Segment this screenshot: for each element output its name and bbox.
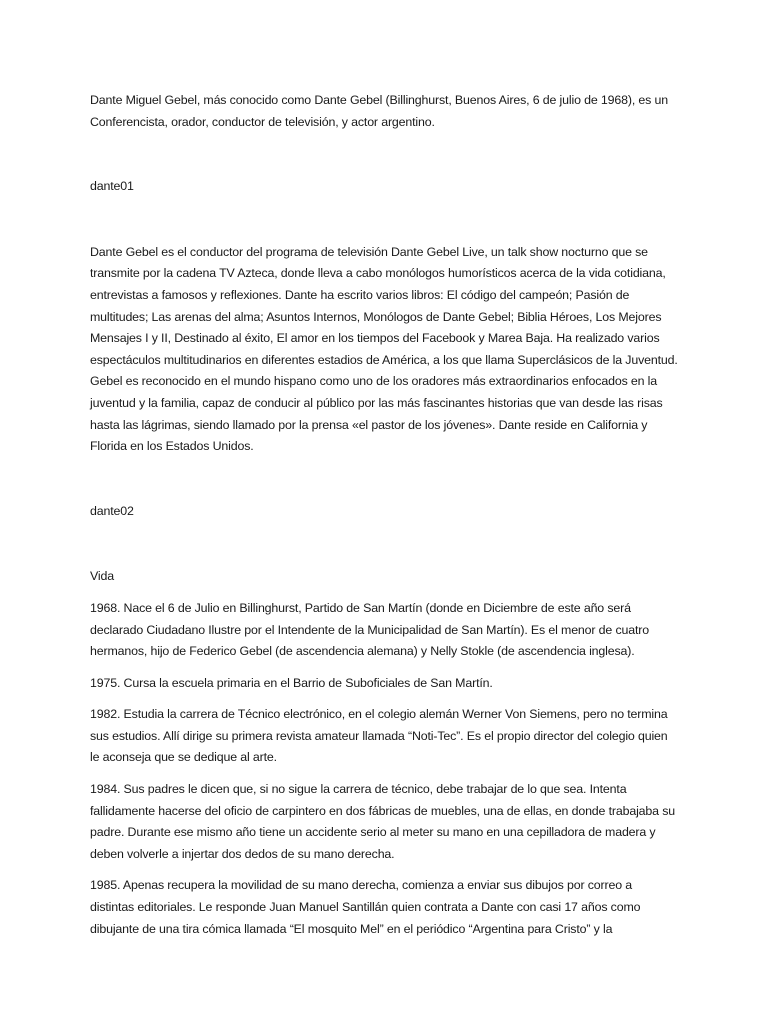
spacer	[90, 663, 678, 673]
spacer	[90, 865, 678, 875]
spacer	[90, 522, 678, 566]
spacer	[90, 769, 678, 779]
timeline-item-1985: 1985. Apenas recupera la movilidad de su mano derecha, comienza a enviar sus dibujos por correo a distintas editoriales. Le responde Juan Manuel Santillán quien contrata a Dante con casi 17 años como dibujante de una tira cómica llamada “El mosquito Mel” en el periódico “Argentina para Cristo” y la	[90, 878, 641, 936]
timeline-item-1968: 1968. Nace el 6 de Julio en Billinghurst, Partido de San Martín (donde en Diciembre de este año será declarado Ciudadano Ilustre por el Intendente de la Municipalidad de San Martín). Es el menor de cuatro hermanos, hijo de Federico Gebel (de ascendencia alemana) y Nelly Stokle (de ascendencia inglesa).	[90, 600, 649, 659]
spacer	[90, 133, 678, 176]
document-body	[90, 90, 678, 940]
timeline-item-1984: 1984. Sus padres le dicen que, si no sigue la carrera de técnico, debe trabajar de lo que sea. Intenta fallidamente hacerse del oficio de carpintero en dos fábricas de muebles, una de ellas, en donde trabajaba su padre. Durante ese mismo año tiene un accidente serio al meter su mano en una cepilladora de madera y deben volverle a injertar dos dedos de su mano derecha.	[90, 782, 675, 861]
image-caption-dante02: dante02	[90, 503, 134, 518]
timeline-item-1982: 1982. Estudia la carrera de Técnico electrónico, en el colegio alemán Werner Von Siemens, pero no termina sus estudios. Allí dirige su primera revista amateur llamada “Noti-Tec”. Es el propio director del colegio quien le aconseja que se dedique al arte.	[90, 707, 668, 765]
description-paragraph: Dante Gebel es el conductor del programa de televisión Dante Gebel Live, un talk show nocturno que se transmite por la cadena TV Azteca, donde lleva a cabo monólogos humorísticos acerca de la vida cotidiana, entrevistas a famosos y reflexiones. Dante ha escrito varios libros: El código del campeón; Pasión de multitudes; Las arenas del alma; Asuntos Internos, Monólogos de Dante Gebel; Biblia Héroes, Los Mejores Mensajes I y II, Destinado al éxito, El amor en los tiempos del Facebook y Marea Baja. Ha realizado varios espectáculos multitudinarios en diferentes estadios de América, a los que llama Superclásicos de la Juventud. Gebel es reconocido en el mundo hispano como uno de los oradores más extraordinarios enfocados en la juventud y la familia, capaz de conducir al público por las más fascinantes historias que van desde las risas hasta las lágrimas, siendo llamado por la prensa «el pastor de los jóvenes». Dante reside en California y Florida en los Estados Unidos.	[90, 244, 678, 454]
section-title-vida: Vida	[90, 569, 114, 584]
intro-paragraph: Dante Miguel Gebel, más conocido como Dante Gebel (Billinghurst, Buenos Aires, 6 de julio de 1968), es un Conferencista, orador, conductor de televisión, y actor argentino.	[90, 93, 668, 129]
spacer	[90, 694, 678, 704]
spacer	[90, 198, 678, 242]
spacer	[90, 458, 678, 501]
timeline-item-1975: 1975. Cursa la escuela primaria en el Barrio de Suboficiales de San Martín.	[90, 675, 493, 690]
spacer	[90, 588, 678, 598]
image-caption-dante01: dante01	[90, 179, 134, 194]
